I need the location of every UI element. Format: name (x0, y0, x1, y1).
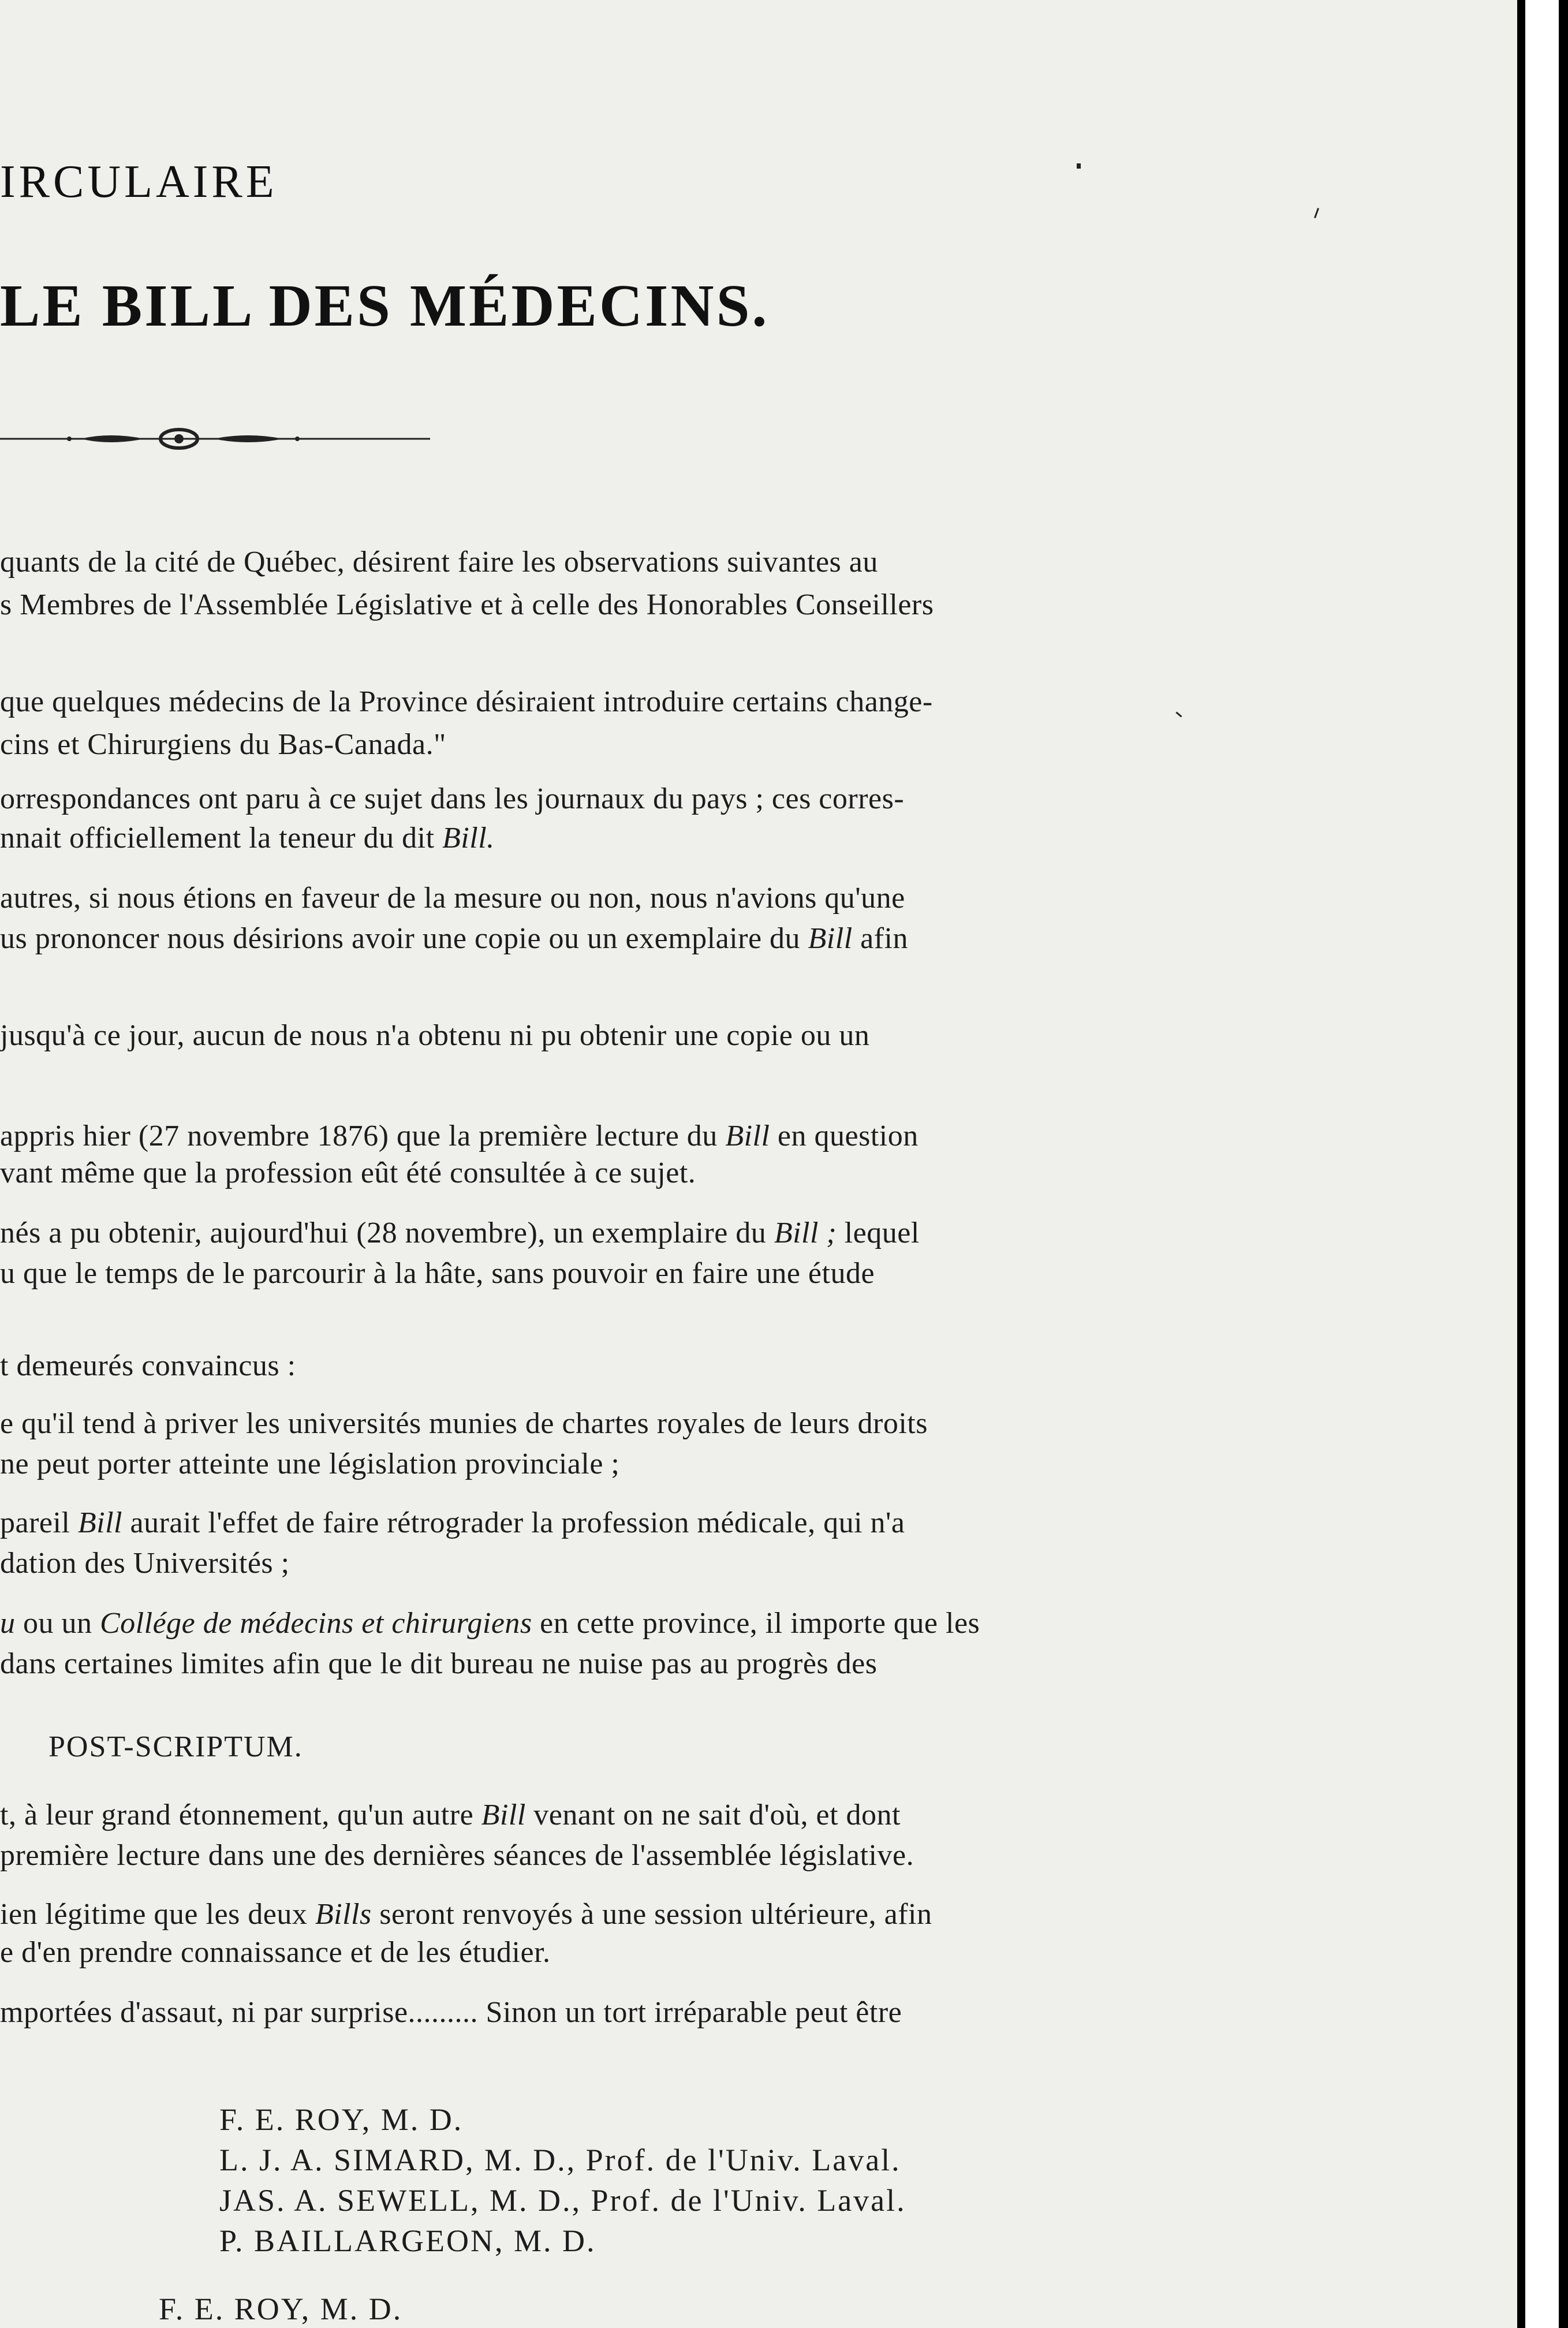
signatory-name: F. E. ROY, M. D. (219, 2102, 464, 2137)
bill-title: LE BILL DES MÉDECINS. (0, 273, 770, 339)
text-line (0, 1549, 290, 1579)
italic-text: Bills (315, 1898, 372, 1931)
text-line (0, 1351, 296, 1381)
text-run: nés a pu obtenir, aujourd'hui (28 novembre), un exemplaire du (0, 1217, 774, 1249)
text-line (0, 1649, 877, 1679)
text-line (0, 1449, 619, 1479)
text-run: que quelques médecins de la Province désiraient introduire certains change- (0, 685, 933, 718)
postscript-heading: POST-SCRIPTUM. (48, 1730, 303, 1763)
signatory-name: F. E. ROY, M. D. (159, 2292, 403, 2326)
text-line (0, 1508, 905, 1538)
text-line (0, 823, 495, 853)
text-line (0, 883, 905, 913)
page-edge (1517, 0, 1525, 2328)
text-run: nnait officiellement la teneur du dit (0, 822, 443, 855)
text-run: ien légitime que les deux (0, 1898, 315, 1931)
circular-title: IRCULAIRE (0, 156, 278, 207)
text-line (0, 1841, 914, 1871)
text-run: ou un (15, 1607, 100, 1640)
text-line (0, 1998, 902, 2028)
italic-text: Bill (808, 922, 853, 955)
italic-text: u (0, 1607, 16, 1640)
ink-speck (1077, 163, 1081, 169)
text-run: jusqu'à ce jour, aucun de nous n'a obtenu ni pu obtenir une copie ou un (0, 1019, 870, 1052)
text-line (0, 1900, 932, 1930)
signatory-name: P. BAILLARGEON, M. D. (219, 2223, 596, 2258)
text-run: t, à leur grand étonnement, qu'un autre (0, 1799, 481, 1831)
text-run: aurait l'effet de faire rétrograder la profession médicale, qui n'a (122, 1506, 905, 1539)
page-edge (1559, 0, 1568, 2328)
text-run: en cette province, il importe que les (532, 1607, 980, 1640)
text-run: dans certaines limites afin que le dit bureau ne nuise pas au progrès des (0, 1647, 878, 1680)
text-line (0, 784, 904, 814)
text-line (0, 924, 908, 954)
text-line (0, 1121, 919, 1151)
text-line (0, 1800, 901, 1830)
text-line (0, 1609, 980, 1639)
text-run: e qu'il tend à priver les universités munies de chartes royales de leurs droits (0, 1407, 928, 1440)
text-line (0, 730, 446, 760)
text-run: ne peut porter atteinte une législation provinciale ; (0, 1447, 620, 1480)
text-line (0, 1259, 875, 1289)
text-run: pareil (0, 1506, 78, 1539)
text-run: t demeurés convaincus : (0, 1349, 296, 1382)
italic-text: Bill. (442, 822, 495, 855)
text-run: vant même que la profession eût été consultée à ce sujet. (0, 1156, 696, 1189)
text-line (0, 1409, 928, 1439)
italic-text: Bill (77, 1506, 122, 1539)
text-line (0, 1938, 551, 1968)
text-run: e d'en prendre connaissance et de les étudier. (0, 1936, 551, 1969)
text-run: en question (770, 1120, 919, 1152)
text-run: us prononcer nous désirions avoir une copie ou un exemplaire du (0, 922, 808, 955)
italic-text: Bill ; (774, 1217, 837, 1249)
text-line (0, 1218, 920, 1248)
text-line (0, 687, 933, 717)
text-run: première lecture dans une des dernières séances de l'assemblée législative. (0, 1839, 914, 1872)
text-line (0, 547, 878, 577)
text-run: venant on ne sait d'où, et dont (525, 1799, 901, 1831)
text-line (0, 590, 934, 620)
text-run: mportées d'assaut, ni par surprise......... Sinon un tort irréparable peut être (0, 1996, 902, 2029)
text-run: appris hier (27 novembre 1876) que la première lecture du (0, 1120, 726, 1152)
text-run: lequel (837, 1217, 920, 1249)
text-run: dation des Universités ; (0, 1547, 290, 1580)
italic-text: Bill (481, 1799, 526, 1831)
text-run: u que le temps de le parcourir à la hâte, sans pouvoir en faire une étude (0, 1257, 875, 1290)
decorative-rule (0, 421, 439, 456)
text-line (0, 1021, 869, 1051)
text-run: quants de la cité de Québec, désirent faire les observations suivantes au (0, 546, 878, 579)
ink-speck (1314, 208, 1319, 218)
text-run: afin (852, 922, 908, 955)
signatory-name: L. J. A. SIMARD, M. D., Prof. de l'Univ. Laval. (219, 2143, 901, 2177)
text-run: orrespondances ont paru à ce sujet dans les journaux du pays ; ces corres- (0, 782, 905, 815)
text-run: seront renvoyés à une session ultérieure, afin (371, 1898, 932, 1931)
text-run: autres, si nous étions en faveur de la mesure ou non, nous n'avions qu'une (0, 882, 905, 915)
ink-speck (1175, 711, 1182, 717)
text-line (0, 1158, 696, 1188)
italic-text: Collége de médecins et chirurgiens (100, 1607, 532, 1640)
signatory-name: JAS. A. SEWELL, M. D., Prof. de l'Univ. Laval. (219, 2183, 906, 2218)
text-run: cins et Chirurgiens du Bas-Canada." (0, 728, 446, 761)
italic-text: Bill (725, 1120, 770, 1152)
text-run: s Membres de l'Assemblée Législative et à celle des Honorables Conseillers (0, 588, 934, 621)
